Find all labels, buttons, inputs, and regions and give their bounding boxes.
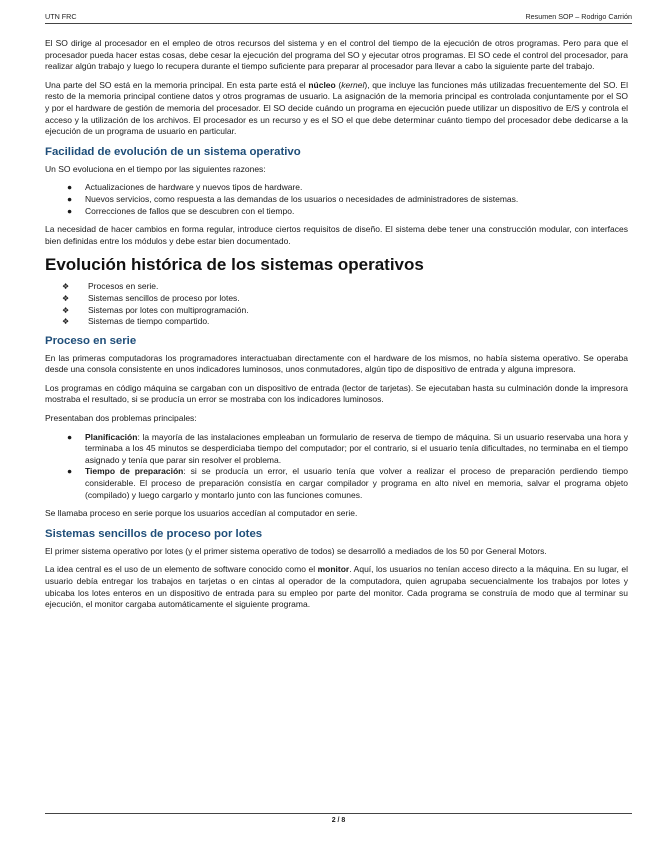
text: ), que incluye las funciones más utilizadas frecuentemente del SO. El resto de la memoria principal contiene datos y otros programas de usuario. La asignación de la memoria principal es controlada conjuntamente por el SO y por el hardware de gestión de memoria del procesador. El SO decide cuándo un programa en ejecución puede utilizar un dispositivo de E/S y controla el acceso y la utilización de los archivos. El procesador es un recurso y es el SO el que debe determinar cuánto tiempo del procesador debe dedicarse a la ejecución de un programa de usuario en particular. bbox=[45, 79, 628, 137]
term-tiempo-preparacion: Tiempo de preparación bbox=[85, 466, 184, 477]
heading-sistemas-lotes: Sistemas sencillos de proceso por lotes bbox=[45, 527, 263, 540]
paragraph-requisitos-diseno: La necesidad de hacer cambios en forma regular, introduce ciertos requisitos de diseño. El sistema debe tener una construcción modular, con interfaces bien definidas entre los módulos y debe estar bien documentado. bbox=[45, 224, 628, 246]
diamond-bullet-icon: ❖ bbox=[62, 305, 70, 315]
paragraph-proceso-serie: Se llamaba proceso en serie porque los usuarios accedían al computador en serie. bbox=[45, 508, 358, 519]
page-footer bbox=[45, 813, 632, 824]
list-item bbox=[45, 316, 628, 328]
bullet-icon: ● bbox=[67, 431, 73, 442]
header-left: UTN FRC bbox=[45, 12, 77, 21]
paragraph-codigo-maquina: Los programas en código máquina se cargaban con un dispositivo de entrada (lector de tarjetas). Se ejecutaban hasta su culminación donde la impresora mostraba el resultado, si se producía un error se mostraba con los indicadores luminosos. bbox=[45, 382, 628, 405]
list-item-text: Sistemas de tiempo compartido. bbox=[88, 316, 210, 327]
list-item bbox=[45, 182, 628, 194]
list-item-text: Nuevos servicios, como respuesta a las demandas de los usuarios o necesidades de administradores de sistemas. bbox=[85, 193, 519, 204]
paragraph-monitor bbox=[45, 564, 628, 610]
diamond-bullet-icon: ❖ bbox=[62, 282, 70, 292]
list-item-text: : si se producía un error, el usuario tenía que volver a realizar el proceso de preparación perdiendo tiempo considerable. El proceso de preparación consistía en cargar compilador y programa en alto nivel en memoria, salvar el programa objeto (compilado) y luego cargarlo y montarlo junto con las funciones comunes. bbox=[85, 466, 628, 500]
list-item-text: Correcciones de fallos que se descubren con el tiempo. bbox=[85, 205, 295, 216]
term-nucleo: núcleo bbox=[308, 79, 336, 90]
heading-proceso-serie: Proceso en serie bbox=[45, 334, 137, 347]
list-razones bbox=[45, 182, 628, 217]
term-kernel: kernel bbox=[341, 79, 365, 90]
list-item bbox=[45, 432, 628, 467]
list-item bbox=[45, 305, 628, 317]
heading-facilidad-evolucion: Facilidad de evolución de un sistema operativo bbox=[45, 145, 301, 158]
bullet-icon: ● bbox=[67, 466, 73, 477]
list-item bbox=[45, 194, 628, 206]
text: . Aquí, los usuarios no tenían acceso directo a la máquina. En su lugar, el usuario debía entregar los trabajos en tarjetas o en cintas al operador de la computadora, quien agrupaba secuencialmente los trabajos por lotes y ubicaba los lotes enteros en un dispositivo de entrada para su empleo por parte del monitor. Cada programa se construía de modo que al terminar su ejecución, el monitor cargaba automáticamente el siguiente programa. bbox=[45, 564, 628, 610]
list-item bbox=[45, 281, 628, 293]
list-item bbox=[45, 293, 628, 305]
list-item-text: Sistemas sencillos de proceso por lotes. bbox=[88, 292, 240, 303]
header-right: Resumen SOP – Rodrigo Carrión bbox=[525, 12, 632, 21]
list-problemas bbox=[45, 432, 628, 502]
paragraph-primeras-computadoras: En las primeras computadoras los programadores interactuaban directamente con el hardware de los mismos, no había sistema operativo. Se operaba desde una consola consistente en unos indicadores luminosos, unos conmutadores, algún tipo de dispositivo de entrada y alguna impresora. bbox=[45, 352, 628, 375]
page-number: 2 / 8 bbox=[331, 817, 346, 824]
bullet-icon: ● bbox=[67, 205, 73, 216]
list-item-text: Procesos en serie. bbox=[88, 281, 159, 292]
paragraph-razones-intro: Un SO evoluciona en el tiempo por las siguientes razones: bbox=[45, 163, 266, 174]
paragraph-general-motors: El primer sistema operativo por lotes (y el primer sistema operativo de todos) se desarrolló a mediados de los 50 por General Motors. bbox=[45, 545, 547, 556]
term-monitor: monitor bbox=[317, 564, 350, 575]
list-item-text: : la mayoría de las instalaciones empleaban un formulario de reserva de tiempo de máquina. Si un usuario reservaba una hora y terminaba a los 45 minutos se desperdiciaba tiempo del computador; por el contrario, si el usuario tenía dificultades, no terminaba en el tiempo asignado y tenía que parar sin resolver el problema. bbox=[85, 431, 628, 465]
page-header bbox=[45, 12, 632, 24]
paragraph-nucleo bbox=[45, 80, 628, 138]
text: ( bbox=[335, 79, 342, 90]
text: La idea central es el uso de un elemento de software conocido como el bbox=[45, 564, 318, 575]
paragraph-so-dirige: El SO dirige al procesador en el empleo de otros recursos del sistema y en el control del tiempo de la ejecución de otros programas. Pero para que el procesador pueda hacer estas cosas, debe cesar la ejecución del programa del SO y ejecutar otros programas. El SO cede el control del procesador, para realizar algún trabajo y luego lo recupera durante el tiempo suficiente para preparar al procesador para llevar a cabo la siguiente parte del trabajo. bbox=[45, 38, 628, 72]
paragraph-problemas-intro: Presentaban dos problemas principales: bbox=[45, 413, 197, 424]
text: Una parte del SO está en la memoria principal. En esta parte está el bbox=[45, 79, 309, 90]
diamond-bullet-icon: ❖ bbox=[62, 317, 70, 327]
page-content bbox=[45, 38, 628, 618]
bullet-icon: ● bbox=[67, 182, 73, 193]
list-etapas bbox=[45, 281, 628, 327]
list-item bbox=[45, 206, 628, 218]
list-item-text: Actualizaciones de hardware y nuevos tipos de hardware. bbox=[85, 182, 303, 193]
diamond-bullet-icon: ❖ bbox=[62, 293, 70, 303]
list-item-text: Sistemas por lotes con multiprogramación. bbox=[88, 304, 249, 315]
list-item bbox=[45, 466, 628, 501]
term-planificacion: Planificación bbox=[85, 431, 138, 442]
bullet-icon: ● bbox=[67, 193, 73, 204]
heading-evolucion-historica: Evolución histórica de los sistemas operativos bbox=[45, 255, 424, 275]
